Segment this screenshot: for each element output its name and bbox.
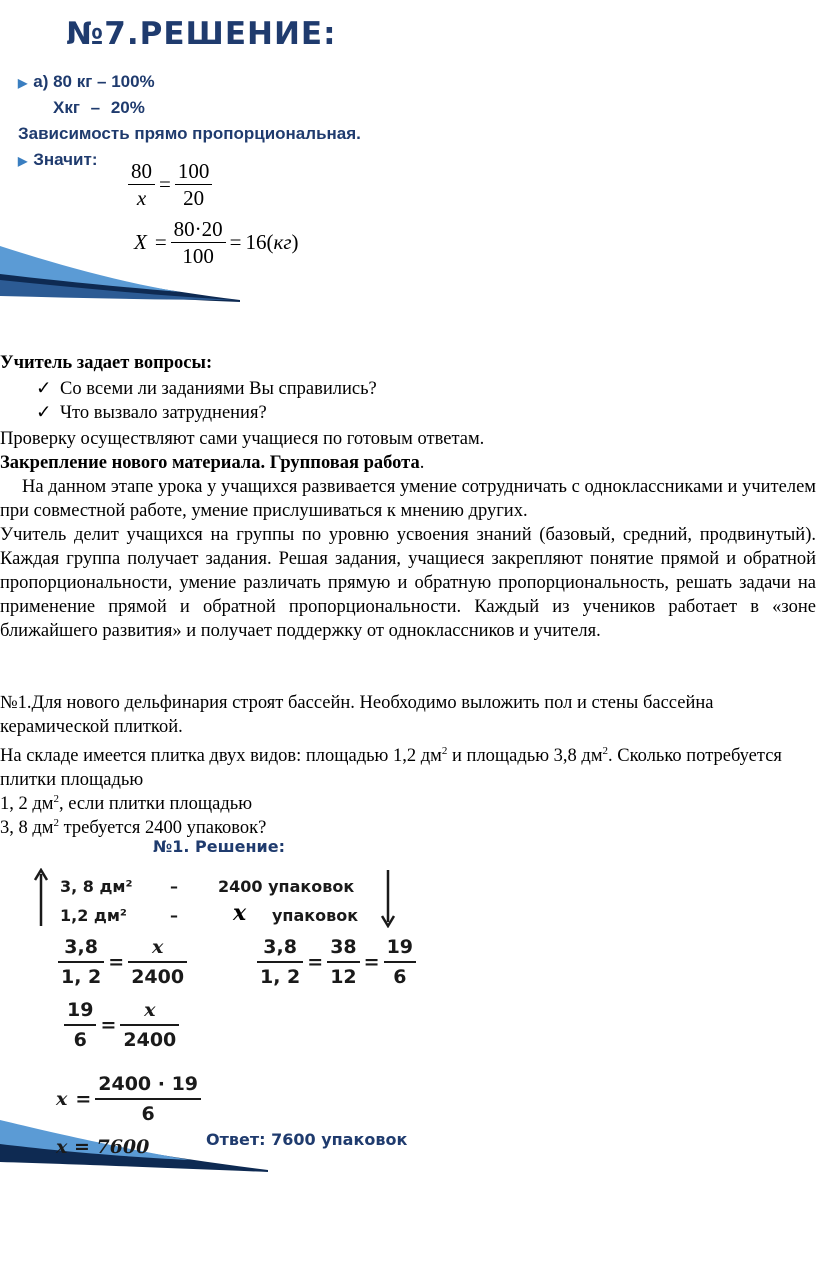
slide2-row1-dash: – [170,877,178,896]
triangle-bullet-icon: ▶ [18,76,28,90]
task1-line3: 1, 2 $дм^2$, если плитки площадью [0,793,253,815]
question-item: ✓ Что вызвало затруднения? [36,403,267,423]
slide1-line-a: ▶ а) 80 кг – 100% [18,72,155,91]
slide1-means: ▶ Значит: [18,150,98,169]
checkmark-icon: ✓ [36,403,52,423]
arrow-down-icon [380,868,396,928]
consolidation-paragraph-1: На данном этапе урока у учащихся развивается умение сотрудничать с одноклассниками и учителем при совместной работе, умение прислушиваться к мнению других. [0,477,816,521]
slide2-proportion-1: $\frac{3,8}{1, 2}$ = $\frac{x}{2400}$ [58,933,187,991]
slide1-equation-1: $\frac{80}{x}$ = $\frac{100}{20}$ [128,158,212,211]
task1-line2: На складе имеется плитка двух видов: площадью 1,2 $дм^2$ и площадью 3,8 $дм^2$. Сколько потребуется плитки площадью [0,745,782,791]
slide2-final-answer: x = 7600 [56,1136,150,1158]
arrow-up-icon [33,868,49,928]
slide2-title: №1. Решение: [153,837,285,856]
consolidation-heading: Закрепление нового материала. Групповая работа. [0,453,425,473]
task1-line4: 3, 8 $дм^2$ требуется 2400 упаковок? [0,817,267,839]
task1-line1: №1.Для нового дельфинария строят бассейн. Необходимо выложить пол и стены бассейна керамической плиткой. [0,693,714,737]
slide2-proportion-3: $\frac{19}{6}$ = $\frac{x}{2400}$ [64,996,179,1054]
questions-heading: Учитель задает вопросы: [0,353,213,373]
triangle-bullet-icon: ▶ [18,154,28,168]
slide1-line-x: Хкг – 20% [53,98,145,117]
slide2-row2-packs: упаковок [272,906,359,925]
slide1-swoosh-decoration [0,240,240,302]
slide2-row2-area: 1,2 дм² [60,906,127,925]
slide2-row2-dash: – [170,906,178,925]
slide2-row1-packs: 2400 упаковок [218,877,355,896]
slide2-solve-x: x = $\frac{2400 \cdot 19}{6}$ [56,1070,201,1128]
slide2-answer: Ответ: 7600 упаковок [206,1130,408,1149]
consolidation-paragraph-2: Учитель делит учащихся на группы по уровню усвоения знаний (базовый, средний, продвинутый). Каждая группа получает задания. Решая задания, учащиеся закрепляют понятие прямой и обратной пропорциональности, умение различать прямую и обратную пропорциональность, решать задачи на применение прямой и обратной пропорциональности. Каждый из учеников работает в «зоне ближайшего развития» и получает поддержку от одноклассников и учителя. [0,525,816,641]
checkmark-icon: ✓ [36,379,52,399]
slide2-row1-area: 3, 8 дм² [60,877,133,896]
question-item: ✓ Со всеми ли заданиями Вы справились? [36,379,377,399]
slide2-proportion-2: $\frac{3,8}{1, 2}$ = $\frac{38}{12}$ = $\frac{19}{6}$ [257,933,416,991]
slide2-row2-x: x [233,900,247,926]
slide1-dependency: Зависимость прямо пропорциональная. [18,124,361,143]
slide1-title: №7.РЕШЕНИЕ: [66,16,337,52]
slide1-equation-2: X = $\frac{80\cdot 20}{100}$ = 16(кг) [134,217,299,268]
check-text: Проверку осуществляют сами учащиеся по готовым ответам. [0,429,485,449]
